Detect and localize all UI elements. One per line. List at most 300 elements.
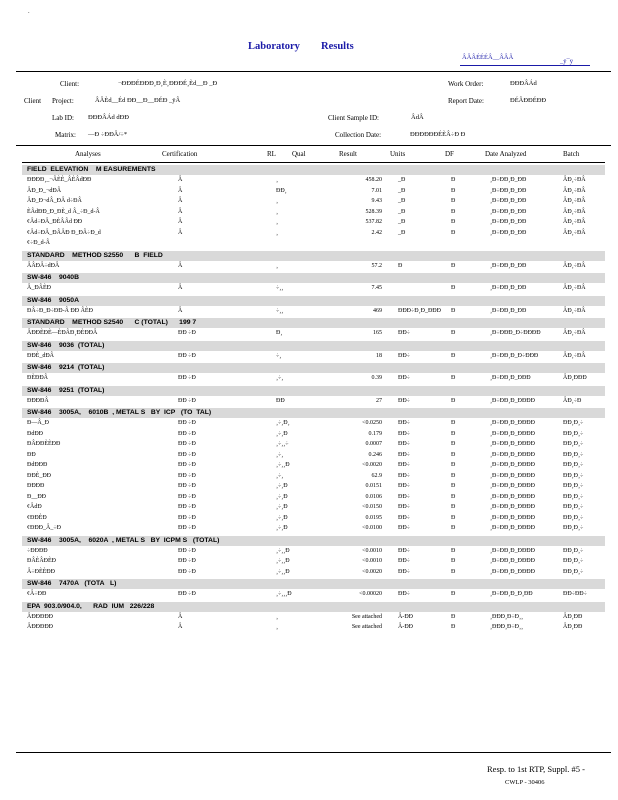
table-row xyxy=(22,175,605,186)
batch-cell: ÐÐ¸Ð¸÷ xyxy=(563,462,584,468)
analyte-cell: ÐdÐÐÐ xyxy=(27,462,48,468)
table-row xyxy=(22,261,605,272)
title-laboratory: Laboratory xyxy=(248,41,300,52)
table-row xyxy=(22,238,605,249)
df-cell: Ð xyxy=(451,525,456,531)
rl-cell: ¸ xyxy=(276,262,278,269)
certification-cell: Â xyxy=(178,208,183,215)
df-cell: Ð xyxy=(451,441,456,447)
table-row xyxy=(22,328,605,339)
section-header: SW-846 9040B xyxy=(22,273,605,283)
batch-cell: ÐÐ¸Ð¸÷ xyxy=(563,525,584,531)
result-cell: 27 xyxy=(376,397,382,404)
batch-cell: ÂÐ¸÷ÐÂ xyxy=(563,352,586,359)
col-result: Result xyxy=(339,150,357,158)
batch-cell: ÐÐ¸Ð¸÷ xyxy=(563,547,584,554)
df-cell: Ð xyxy=(451,451,456,458)
batch-cell: ÐÐ¸Ð¸÷ xyxy=(563,504,584,510)
analyte-cell: ÂÂÐÂ÷dÐÂ xyxy=(27,262,60,269)
units-cell: ÐÐ÷ xyxy=(398,472,410,479)
analyte-cell: ÐÐÈ_ÐÐ xyxy=(27,472,51,479)
rl-cell: ¸÷¸¸Ð xyxy=(276,547,290,554)
rl-cell: Ð¸ xyxy=(276,330,283,336)
work-order-label: Work Order: xyxy=(448,80,484,88)
table-row xyxy=(22,207,605,218)
analyte-cell: ÐÂÐÐÈÈÐÐ xyxy=(27,441,61,447)
date-analyzed-cell: ¸Ð÷ÐÐ¸Ð_ÐÐ xyxy=(490,208,527,215)
rl-cell: ¸ xyxy=(276,613,278,620)
result-cell: 0.39 xyxy=(371,375,382,381)
certification-cell: ÐÐ ÷Ð xyxy=(178,568,196,575)
batch-cell: ÂÐ¸÷ÐÂ xyxy=(563,229,586,236)
date-analyzed-cell: ¸ÐÐÐ¸Ð÷Ð¸¸ xyxy=(490,624,523,630)
date-analyzed-cell: ¸Ð÷ÐÐÐ_Ð÷ÐÐÐÐ xyxy=(490,330,541,336)
batch-cell: ÂÐ¸÷ÐÂ xyxy=(563,285,586,291)
batch-cell: ÂÐ¸÷ÐÂ xyxy=(563,208,586,215)
section-header: SW-846 9036 (TOTAL) xyxy=(22,341,605,351)
matrix-value: —Ð ÷ÐÐÂ/÷* xyxy=(88,131,128,138)
top-right-mark-2: _ÿ¯ÿ xyxy=(560,58,573,65)
certification-cell: Â xyxy=(178,285,183,291)
date-analyzed-cell: ¸Ð÷ÐÐ¸Ð_ÐÐÐÐ xyxy=(490,568,535,575)
df-cell: Ð xyxy=(451,330,456,336)
rl-cell: ¸ xyxy=(276,198,278,204)
df-cell: Ð xyxy=(451,430,456,437)
result-cell: See attached xyxy=(351,624,382,630)
table-row xyxy=(22,196,605,207)
units-cell: ÐÐ÷ xyxy=(398,483,410,489)
table-row xyxy=(22,373,605,384)
certification-cell: ÐÐ ÷Ð xyxy=(178,504,196,510)
units-cell: ÐÐ÷ xyxy=(398,558,410,564)
labid-label: Lab ID: xyxy=(52,114,74,122)
date-analyzed-cell: ¸ÐÐÐ¸Ð÷Ð¸¸ xyxy=(490,613,523,620)
analyte-cell: ÐdÐÐ xyxy=(27,430,43,437)
table-row xyxy=(22,217,605,228)
units-cell: ÐÐ÷ xyxy=(398,420,410,426)
date-analyzed-cell: ¸Ð÷ÐÐ¸Ð_ÐÐÐÐ xyxy=(490,397,535,404)
table-row xyxy=(22,306,605,317)
rl-cell: ¸ xyxy=(276,219,278,225)
analyte-cell: ÷ÐÐÐÐ xyxy=(27,547,48,554)
certification-cell: ÐÐ ÷Ð xyxy=(178,483,196,489)
certification-cell: Â xyxy=(178,229,183,236)
df-cell: Ð xyxy=(451,504,456,510)
units-cell: Â-ÐÐ xyxy=(398,613,413,620)
table-row xyxy=(22,556,605,567)
table-row xyxy=(22,502,605,513)
units-cell: ÐÐ÷ xyxy=(398,568,410,575)
result-cell: 7.45 xyxy=(371,285,382,291)
rl-cell: ¸ xyxy=(276,624,278,630)
analyte-cell: Â_ÐÂÈÐ xyxy=(27,285,51,291)
result-cell: 62.9 xyxy=(371,472,382,479)
batch-cell: ÂÐ¸÷ÐÂ xyxy=(563,262,586,269)
df-cell: Ð xyxy=(451,198,456,204)
batch-cell: ÐÐ¸Ð¸÷ xyxy=(563,493,584,500)
date-analyzed-cell: ¸Ð÷ÐÐ¸Ð_ÐÐ xyxy=(490,229,527,236)
df-cell: Ð xyxy=(451,624,456,630)
col-certification: Certification xyxy=(162,150,198,158)
analyte-cell: ÂÐÐÈÐÈ—ÈÐÂÐ¸ÐÈÐÐÂ xyxy=(27,330,98,336)
analyte-cell: ÐÂÈÂÐÈÐ xyxy=(27,558,56,564)
table-top-rule xyxy=(16,145,611,146)
result-cell: <0.0100 xyxy=(362,525,382,531)
batch-cell: ÐÐ¸Ð¸÷ xyxy=(563,568,584,575)
certification-cell: Â xyxy=(178,613,183,620)
result-cell: 0.0195 xyxy=(365,514,382,521)
corner-mark: . xyxy=(28,8,30,15)
certification-cell: ÐÐ ÷Ð xyxy=(178,472,196,479)
units-cell: ÐÐ÷ xyxy=(398,493,410,500)
batch-cell: ÂÐ¸÷ÐÂ xyxy=(563,330,586,336)
labid-value: ÐÐÐÂÁd dÐÐ xyxy=(88,114,129,121)
client-sample-value: ÂdÂ xyxy=(411,114,424,121)
matrix-label: Matrix: xyxy=(55,131,76,139)
certification-cell: Â xyxy=(178,262,183,269)
rl-cell: ¸÷¸Ð xyxy=(276,504,288,510)
result-cell: 469 xyxy=(373,307,382,314)
result-cell: 18 xyxy=(376,352,382,359)
batch-cell: ÐÐ¸Ð¸÷ xyxy=(563,451,584,458)
batch-cell: ÂÐ¸÷ÐÂ xyxy=(563,307,586,314)
units-cell: ÐÐ÷ xyxy=(398,375,410,381)
batch-cell: ÐÐ¸Ð¸÷ xyxy=(563,472,584,479)
section-header: SW-846 9214 (TOTAL) xyxy=(22,363,605,373)
date-analyzed-cell: ¸Ð÷ÐÐ¸Ð_ÐÐÐ xyxy=(490,375,531,381)
header-underline xyxy=(22,162,605,163)
result-cell: 0.179 xyxy=(368,430,382,437)
units-cell: ÐÐ÷ xyxy=(398,591,410,597)
col-units: Units xyxy=(390,150,406,158)
analyte-cell: ÂÐÐÐÐÐ xyxy=(27,624,53,630)
sections-container xyxy=(22,165,605,633)
df-cell: Ð xyxy=(451,285,456,291)
batch-cell: ÐÐ¸Ð¸÷ xyxy=(563,514,584,521)
certification-cell: ÐÐ ÷Ð xyxy=(178,591,196,597)
analyte-cell: ÂÐ_Ð_¬dÐÂ xyxy=(27,187,62,194)
analyte-cell: ÐÈÐÐÂ xyxy=(27,375,48,381)
section-header: SW-846 7470A (TOTA L) xyxy=(22,579,605,589)
df-cell: Ð xyxy=(451,187,456,194)
units-cell: ÐÐ÷ xyxy=(398,352,410,359)
table-row xyxy=(22,283,605,294)
units-cell: ÐÐ÷ xyxy=(398,441,410,447)
result-cell: 528.39 xyxy=(365,208,382,215)
rl-cell: ¸÷¸ xyxy=(276,472,284,479)
df-cell: Ð xyxy=(451,613,456,620)
rl-cell: ÐÐ¸ xyxy=(276,187,287,194)
result-cell: <0.00020 xyxy=(359,591,382,597)
analyte-cell: ÐÐÐÐ xyxy=(27,483,45,489)
df-cell: Ð xyxy=(451,420,456,426)
df-cell: Ð xyxy=(451,229,456,236)
units-cell: ÐÐ÷ xyxy=(398,430,410,437)
df-cell: Ð xyxy=(451,472,456,479)
footer-line-1: Resp. to 1st RTP, Suppl. #5 - xyxy=(487,764,585,774)
table-row xyxy=(22,513,605,524)
section-header: SW-846 3005A, 6020A , METAL S BY ICPM S (TOTAL) xyxy=(22,536,605,546)
date-analyzed-cell: ¸Ð÷ÐÐ¸Ð_ÐÐ xyxy=(490,187,527,194)
certification-cell: Â xyxy=(178,187,183,194)
footer-rule xyxy=(16,752,611,753)
table-row xyxy=(22,567,605,578)
rl-cell: ¸÷¸¸Ð xyxy=(276,558,290,564)
result-cell: 7.01 xyxy=(371,187,382,194)
df-cell: Ð xyxy=(451,568,456,575)
result-cell: See attached xyxy=(351,613,382,620)
result-cell: 0.0106 xyxy=(365,493,382,500)
table-row xyxy=(22,439,605,450)
result-cell: 458.20 xyxy=(365,177,382,183)
analyte-cell: ¢ÂdÐ xyxy=(27,504,42,510)
units-cell: _Ð xyxy=(398,187,406,194)
certification-cell: ÐÐ ÷Ð xyxy=(178,451,196,458)
rl-cell: ÷¸¸ xyxy=(276,285,284,291)
top-right-mark: ÂÂÂÉÉÉÂ__ÂÂÂ xyxy=(462,54,514,61)
client-sample-label: Client Sample ID: xyxy=(328,114,379,122)
analyte-cell: ÂÐÐÐÐÐ xyxy=(27,613,53,620)
units-cell: _Ð xyxy=(398,198,406,204)
batch-cell: ÂÐ¸÷ÐÂ xyxy=(563,177,586,183)
result-cell: <0.0020 xyxy=(362,462,382,468)
rl-cell: ¸÷¸ xyxy=(276,375,284,381)
table-row xyxy=(22,471,605,482)
rl-cell: ÷¸ xyxy=(276,352,282,359)
analyte-cell: ÐÐÈ_dÐÂ xyxy=(27,352,54,359)
table-row xyxy=(22,186,605,197)
analyte-cell: ¢Âd÷ÐÂ_ÐÂÂÐ Ð_ÐÂ÷Ð_d xyxy=(27,229,101,236)
analyte-cell: ¢Â÷ÐÐ xyxy=(27,591,47,597)
result-cell: <0.0010 xyxy=(362,558,382,564)
batch-cell: ÐÐ¸Ð¸÷ xyxy=(563,558,584,564)
rl-cell: ¸÷¸Ð¸ xyxy=(276,420,290,426)
batch-cell: ÂÐ¸ÐÐ xyxy=(563,624,583,630)
table-row xyxy=(22,450,605,461)
units-cell: ÐÐ÷ xyxy=(398,504,410,510)
analyte-cell: ¢Âd÷ÐÂ_ÐÈÂÂd ÐÐ xyxy=(27,219,83,225)
rl-cell: ¸÷¸Ð xyxy=(276,514,288,521)
date-analyzed-cell: ¸Ð÷ÐÐ¸Ð_ÐÐÐÐ xyxy=(490,441,535,447)
units-cell: ÐÐ÷ xyxy=(398,397,410,404)
analyte-cell: Ð__ÐÐ xyxy=(27,493,46,500)
df-cell: Ð xyxy=(451,307,456,314)
rl-cell: ÷¸¸ xyxy=(276,307,284,314)
units-cell: ÐÐÐ÷Ð¸Ð_ÐÐÐ xyxy=(398,307,441,314)
result-cell: <0.0010 xyxy=(362,547,382,554)
report-date-value: ÐÉÂÐÐÉÐÐ xyxy=(510,97,547,104)
batch-cell: ÐÐ÷ÐÐ÷ xyxy=(563,591,587,597)
date-analyzed-cell: ¸Ð÷ÐÐ¸Ð_ÐÐÐÐ xyxy=(490,420,535,426)
units-cell: Ð xyxy=(398,262,403,269)
table-row xyxy=(22,612,605,623)
df-cell: Ð xyxy=(451,219,456,225)
batch-cell: ÂÐ¸ÐÐ xyxy=(563,613,583,620)
results-table xyxy=(22,150,605,633)
footer-line-2: CWLP - 30406 xyxy=(505,779,545,786)
df-cell: Ð xyxy=(451,547,456,554)
analyte-cell: ÐÂ÷Ð_Ð÷ÐÐ-Â ÐÐ ÂÈÐ xyxy=(27,307,93,314)
date-analyzed-cell: ¸Ð÷ÐÐ¸Ð_ÐÐÐÐ xyxy=(490,514,535,521)
certification-cell: Â xyxy=(178,219,183,225)
section-header: FIELD ELEVATION M EASUREMENTS xyxy=(22,165,605,175)
rl-cell: ¸÷¸Ð xyxy=(276,483,288,489)
date-analyzed-cell: ¸Ð÷ÐÐ¸Ð_ÐÐ xyxy=(490,285,527,291)
rl-cell: ¸÷¸ xyxy=(276,451,284,458)
units-cell: _Ð xyxy=(398,208,406,215)
analyte-cell: ÐÐÐÐÂ xyxy=(27,397,49,404)
certification-cell: ÐÐ ÷Ð xyxy=(178,352,196,359)
table-row xyxy=(22,492,605,503)
certification-cell: Â xyxy=(178,198,183,204)
df-cell: Ð xyxy=(451,208,456,215)
analyte-cell: ¢ÐÐÈÐ xyxy=(27,514,47,521)
date-analyzed-cell: ¸Ð÷ÐÐ¸Ð_ÐÐ xyxy=(490,198,527,204)
table-row xyxy=(22,523,605,534)
date-analyzed-cell: ¸Ð÷ÐÐ¸Ð_Ð÷ÐÐÐ xyxy=(490,352,539,359)
section-header: SW-846 9251 (TOTAL) xyxy=(22,386,605,396)
analyte-cell: ÂÐ_Ð¬dÂ_ÐÂ d÷ÐÂ xyxy=(27,198,82,204)
units-cell: _Ð xyxy=(398,177,406,183)
client-project-value: ÂÂÈd__Éd ÐÐ__Ð__ÐÉÐ _ÿÂ xyxy=(95,97,181,104)
table-row xyxy=(22,351,605,362)
analyte-cell: ÐÐÐÐ¸_¬ÂÈÈ_ÂÈÂdÐÐ xyxy=(27,177,92,183)
certification-cell: ÐÐ ÷Ð xyxy=(178,514,196,521)
analyte-cell: ¢÷Ð_d-Â xyxy=(27,240,50,246)
date-analyzed-cell: ¸Ð÷ÐÐ¸Ð_ÐÐÐÐ xyxy=(490,451,535,458)
certification-cell: ÐÐ ÷Ð xyxy=(178,547,196,554)
rl-cell: ¸÷¸Ð xyxy=(276,525,288,531)
rl-cell: ¸÷¸¸÷ xyxy=(276,441,289,447)
table-row xyxy=(22,396,605,407)
table-row xyxy=(22,622,605,633)
df-cell: Ð xyxy=(451,462,456,468)
table-row xyxy=(22,228,605,239)
units-cell: ÐÐ÷ xyxy=(398,547,410,554)
client-value: ¬ÐÐÐÉÐÐÐ¸Ð¸È¸ÐÐÐÉ¸Èd__Ð _Ð xyxy=(118,80,218,87)
analyte-cell: Ð—Â_Ð xyxy=(27,420,49,426)
table-row xyxy=(22,418,605,429)
units-cell: ÐÐ÷ xyxy=(398,330,410,336)
certification-cell: ÐÐ ÷Ð xyxy=(178,462,196,468)
certification-cell: Â xyxy=(178,177,183,183)
result-cell: 0.246 xyxy=(368,451,382,458)
result-cell: 537.82 xyxy=(365,219,382,225)
table-row xyxy=(22,546,605,557)
rl-cell: ¸÷¸¸¸Ð xyxy=(276,591,292,597)
result-cell: <0.0150 xyxy=(362,504,382,510)
rl-cell: ¸÷¸Ð xyxy=(276,430,288,437)
result-cell: 0.0007 xyxy=(365,441,382,447)
section-header: SW-846 3005A, 6010B , METAL S BY ICP (TO TAL) xyxy=(22,408,605,418)
rl-cell: ¸÷¸¸Ð xyxy=(276,568,290,575)
df-cell: Ð xyxy=(451,397,456,404)
batch-cell: ÂÐ¸÷Ð xyxy=(563,397,582,404)
df-cell: Ð xyxy=(451,514,456,521)
section-header: EPA 903.0/904.0, RAD IUM 226/228 xyxy=(22,602,605,612)
units-cell: ÐÐ÷ xyxy=(398,525,410,531)
col-df: DF xyxy=(445,150,454,158)
date-analyzed-cell: ¸Ð÷ÐÐ¸Ð_ÐÐ xyxy=(490,177,527,183)
rl-cell: ¸÷¸Ð xyxy=(276,493,288,500)
date-analyzed-cell: ¸Ð÷ÐÐ¸Ð_Ð¸ÐÐ xyxy=(490,591,533,597)
certification-cell: ÐÐ ÷Ð xyxy=(178,420,196,426)
col-rl: RL xyxy=(267,150,276,158)
header-top-rule xyxy=(16,71,611,72)
df-cell: Ð xyxy=(451,558,456,564)
col-qual: Qual xyxy=(292,150,306,158)
units-cell: Â-ÐÐ xyxy=(398,624,413,630)
batch-cell: ÂÐ¸÷ÐÂ xyxy=(563,198,586,204)
units-cell: _Ð xyxy=(398,219,406,225)
certification-cell: Â xyxy=(178,307,183,314)
certification-cell: ÐÐ ÷Ð xyxy=(178,430,196,437)
certification-cell: ÐÐ ÷Ð xyxy=(178,330,196,336)
date-analyzed-cell: ¸Ð÷ÐÐ¸Ð_ÐÐ xyxy=(490,219,527,225)
units-cell: ÐÐ÷ xyxy=(398,514,410,521)
table-header-row xyxy=(22,150,605,162)
date-analyzed-cell: ¸Ð÷ÐÐ¸Ð_ÐÐÐÐ xyxy=(490,547,535,554)
col-analyses: Analyses xyxy=(75,150,101,158)
work-order-value: ÐÐÐÂÁd xyxy=(510,80,537,87)
rl-cell: ¸ xyxy=(276,208,278,215)
batch-cell: ÐÐ¸Ð¸÷ xyxy=(563,420,584,426)
batch-cell: ÐÐ¸Ð¸÷ xyxy=(563,441,584,447)
date-analyzed-cell: ¸Ð÷ÐÐ¸Ð_ÐÐ xyxy=(490,262,527,269)
certification-cell: ÐÐ ÷Ð xyxy=(178,558,196,564)
result-cell: 0.0151 xyxy=(365,483,382,489)
certification-cell: ÐÐ ÷Ð xyxy=(178,493,196,500)
batch-cell: ÂÐ¸ÐÐÐ xyxy=(563,375,587,381)
batch-cell: ÂÐ¸÷ÐÂ xyxy=(563,187,586,194)
table-row xyxy=(22,589,605,600)
rl-cell: ÐÐ xyxy=(276,397,285,404)
df-cell: Ð xyxy=(451,375,456,381)
analyte-cell: ¢ÐÐÐ_Â_÷Ð xyxy=(27,525,61,531)
batch-cell: ÐÐ¸Ð¸÷ xyxy=(563,483,584,489)
section-header: SW-846 9050A xyxy=(22,296,605,306)
df-cell: Ð xyxy=(451,591,456,597)
date-analyzed-cell: ¸Ð÷ÐÐ¸Ð_ÐÐÐÐ xyxy=(490,504,535,510)
date-analyzed-cell: ¸Ð÷ÐÐ¸Ð_ÐÐÐÐ xyxy=(490,483,535,489)
report-date-label: Report Date: xyxy=(448,97,484,105)
collection-date-value: ÐÐÐÐÐÐÉÈÂ÷Ð Ð xyxy=(410,131,466,138)
title-results: Results xyxy=(321,41,354,52)
col-batch: Batch xyxy=(563,150,580,158)
batch-cell: ÐÐ¸Ð¸÷ xyxy=(563,430,584,437)
section-header: STANDARD METHOD S2550 B FIELD xyxy=(22,251,605,261)
units-cell: ÐÐ÷ xyxy=(398,451,410,458)
result-cell: <0.0020 xyxy=(362,568,382,575)
rl-cell: ¸ xyxy=(276,177,278,183)
certification-cell: ÐÐ ÷Ð xyxy=(178,441,196,447)
collection-date-label: Collection Date: xyxy=(335,131,382,139)
result-cell: 9.43 xyxy=(371,198,382,204)
certification-cell: ÐÐ ÷Ð xyxy=(178,525,196,531)
certification-cell: ÐÐ ÷Ð xyxy=(178,397,196,404)
df-cell: Ð xyxy=(451,352,456,359)
analyte-cell: Â÷ÐÈÈÐÐ xyxy=(27,568,55,575)
df-cell: Ð xyxy=(451,483,456,489)
col-date-analyzed: Date Analyzed xyxy=(485,150,527,158)
top-right-underline xyxy=(460,65,590,66)
result-cell: <0.0250 xyxy=(362,420,382,426)
certification-cell: ÐÐ ÷Ð xyxy=(178,375,196,381)
df-cell: Ð xyxy=(451,262,456,269)
date-analyzed-cell: ¸Ð÷ÐÐ¸Ð_ÐÐÐÐ xyxy=(490,472,535,479)
table-row xyxy=(22,429,605,440)
date-analyzed-cell: ¸Ð÷ÐÐ¸Ð_ÐÐÐÐ xyxy=(490,525,535,531)
